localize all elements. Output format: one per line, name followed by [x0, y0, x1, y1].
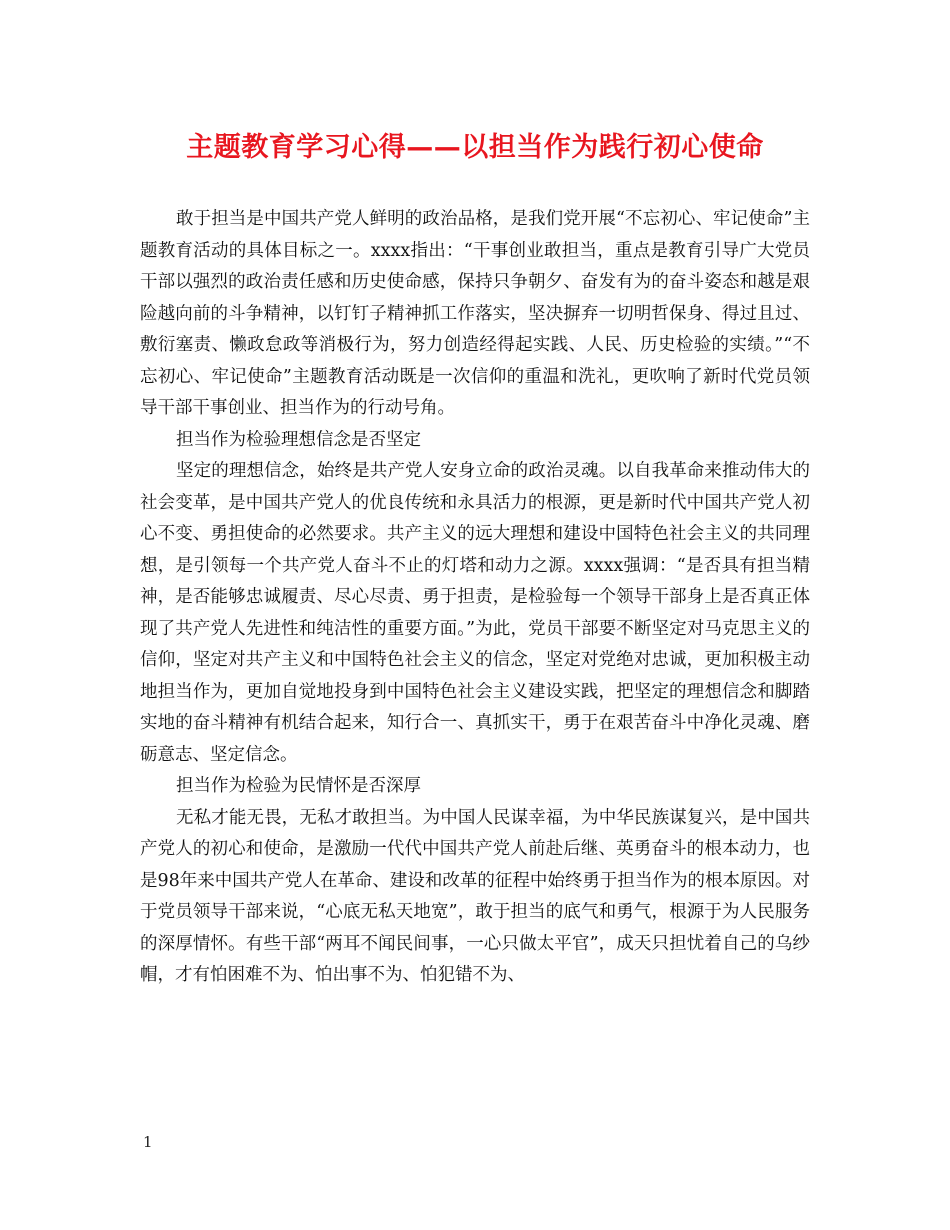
paragraph-intro: 敢于担当是中国共产党人鲜明的政治品格，是我们党开展“不忘初心、牢记使命”主题教育活动的具体目标之一。xxxx指出：“干事创业敢担当，重点是教育引导广大党员干部以强烈的政治责任感和历史使命感，保持只争朝夕、奋发有为的奋斗姿态和越是艰险越向前的斗争精神，以钉钉子精神抓工作落实，坚决摒弃一切明哲保身、得过且过、敷衍塞责、懒政怠政等消极行为，努力创造经得起实践、人民、历史检验的实绩。”“不忘初心、牢记使命”主题教育活动既是一次信仰的重温和洗礼，更吹响了新时代党员领导干部干事创业、担当作为的行动号角。 — [140, 209, 810, 418]
section-heading-people: 担当作为检验为民情怀是否深厚 — [176, 776, 421, 796]
paragraph-ideals: 坚定的理想信念，始终是共产党人安身立命的政治灵魂。以自我革命来推动伟大的社会变革，是中国共产党人的优良传统和永具活力的根源，更是新时代中国共产党人初心不变、勇担使命的必然要求。共产主义的远大理想和建设中国特色社会主义的共同理想，是引领每一个共产党人奋斗不止的灯塔和动力之源。xxxx强调：“是否具有担当精神，是否能够忠诚履责、尽心尽责、勇于担责，是检验每一个领导干部身上是否真正体现了共产党人先进性和纯洁性的重要方面。”为此，党员干部要不断坚定对马克思主义的信仰，坚定对共产主义和中国特色社会主义的信念，坚定对党绝对忠诚，更加积极主动地担当作为，更加自觉地投身到中国特色社会主义建设实践，把坚定的理想信念和脚踏实地的奋斗精神有机结合起来，知行合一、真抓实干，勇于在艰苦奋斗中净化灵魂、磨砺意志、坚定信念。 — [140, 461, 810, 765]
section-heading-ideals: 担当作为检验理想信念是否坚定 — [176, 429, 421, 450]
document-title: 主题教育学习心得——以担当作为践行初心使命 — [186, 132, 764, 163]
page-number: 1 — [143, 1133, 153, 1151]
paragraph-people: 无私才能无畏，无私才敢担当。为中国人民谋幸福，为中华民族谋复兴，是中国共产党人的初心和使命，是激励一代代中国共产党人前赴后继、英勇奋斗的根本动力，也是98年来中国共产党人在革命、建设和改革的征程中始终勇于担当作为的根本原因。对于党员领导干部来说，“心底无私天地宽”，敢于担当的底气和勇气，根源于为人民服务的深厚情怀。有些干部“两耳不闻民间事，一心只做太平官”，成天只担忧着自己的乌纱帽，才有怕困难不为、怕出事不为、怕犯错不为、 — [140, 807, 810, 985]
document-body — [140, 204, 810, 992]
